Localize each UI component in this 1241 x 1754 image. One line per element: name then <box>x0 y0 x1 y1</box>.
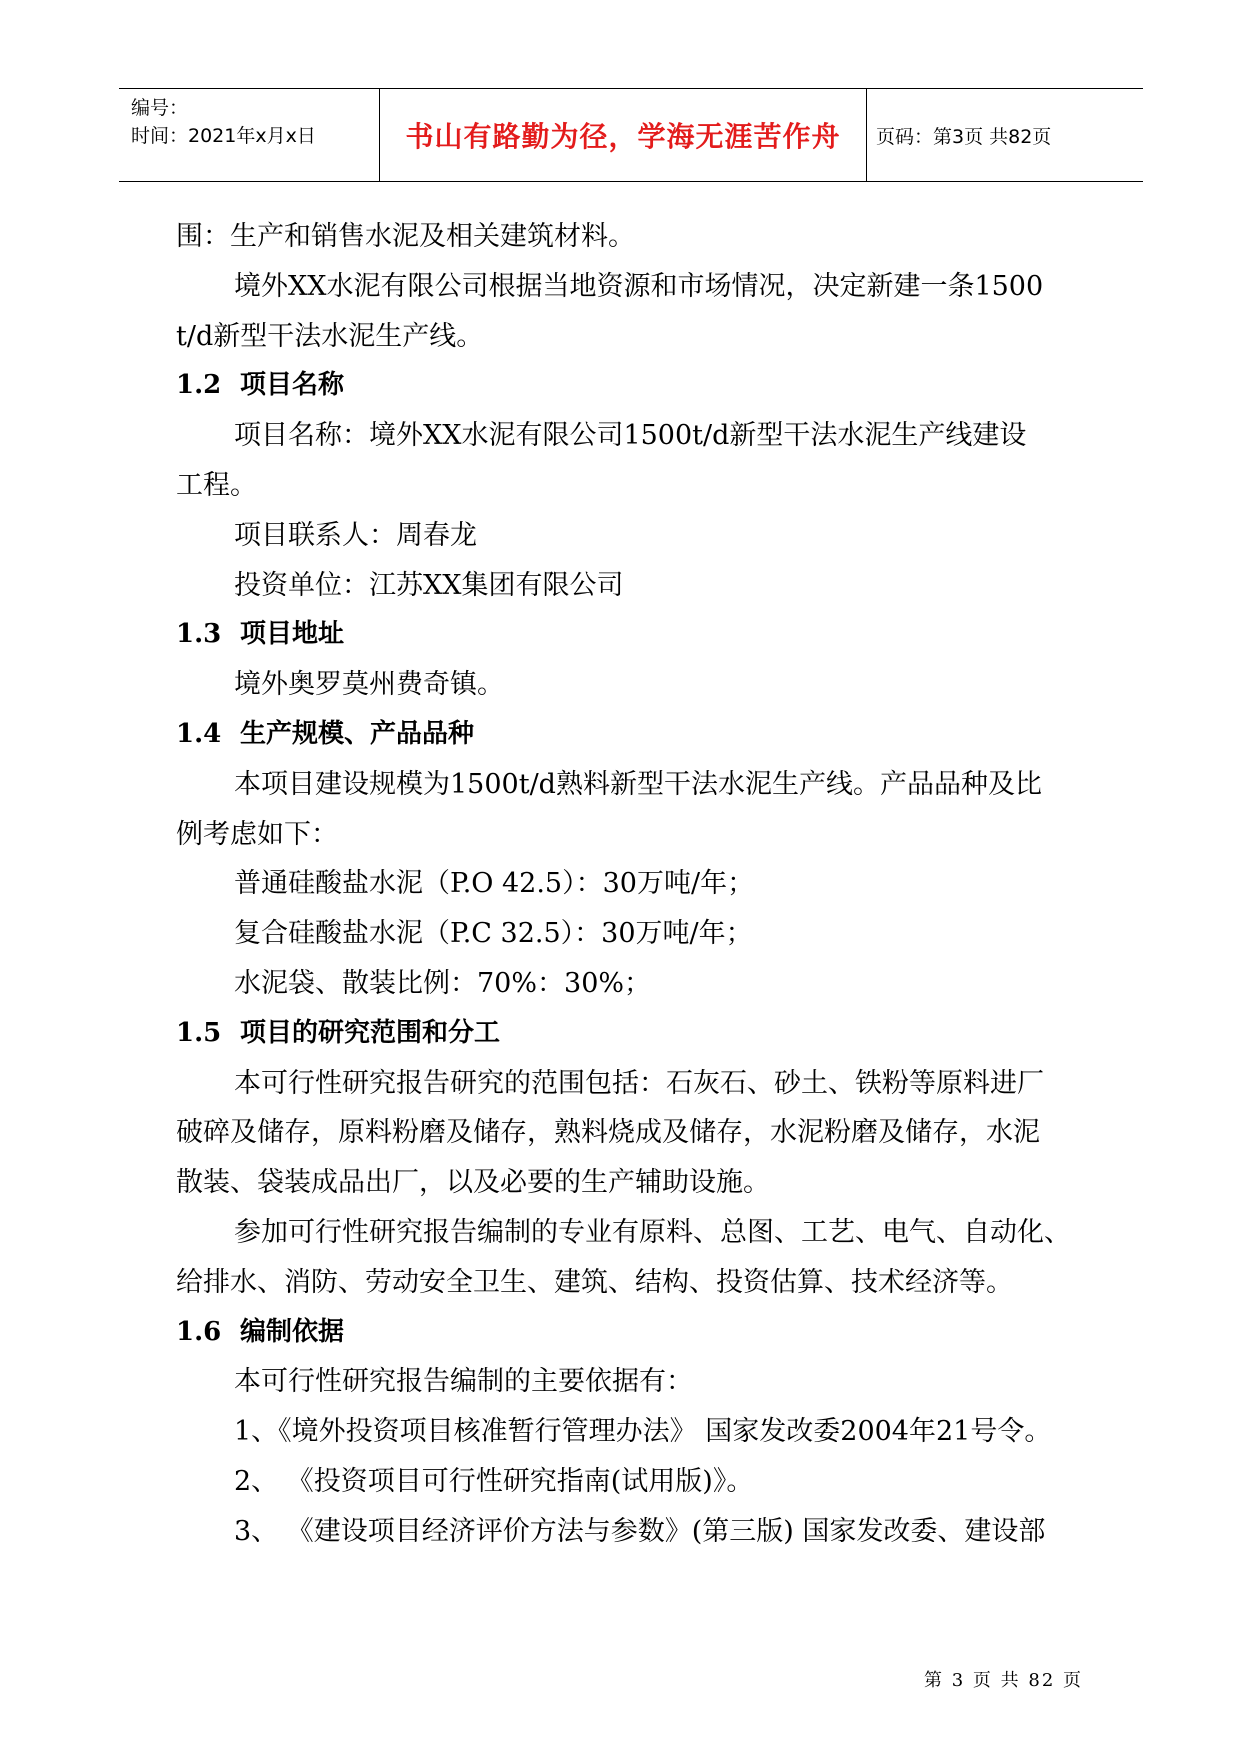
section-title: 生产规模、产品品种 <box>240 718 475 749</box>
page-code: 页码：第3页 共82页 <box>876 125 1052 148</box>
section-number: 1.4 <box>176 718 222 749</box>
motto-text: 书山有路勤为径，学海无涯苦作舟 <box>405 120 841 153</box>
paragraph: 本项目建设规模为1500t/d熟料新型干法水泥生产线。产品品种及比 <box>234 768 1042 800</box>
section-number: 1.2 <box>176 370 222 401</box>
section-heading-1-3 <box>176 610 1088 660</box>
header-page-cell <box>866 89 1153 181</box>
body-line: t/d新型干法水泥生产线。 <box>176 320 484 352</box>
section-number: 1.3 <box>176 619 222 650</box>
section-heading-1-4 <box>176 710 1088 760</box>
document-body <box>176 212 1088 1557</box>
paragraph: 水泥袋、散装比例：70%：30%； <box>234 967 652 999</box>
list-item: 1、《境外投资项目核准暂行管理办法》 国家发改委2004年21号令。 <box>234 1416 1052 1448</box>
paragraph: 参加可行性研究报告编制的专业有原料、总图、工艺、电气、自动化、 <box>234 1216 1071 1248</box>
page-footer: 第 3 页 共 82 页 <box>924 1670 1083 1691</box>
body-line: 境外XX水泥有限公司根据当地资源和市场情况，决定新建一条1500 <box>234 270 1044 302</box>
list-item: 3、 《建设项目经济评价方法与参数》(第三版) 国家发改委、建设部 <box>234 1515 1046 1547</box>
paragraph: 项目名称：境外XX水泥有限公司1500t/d新型干法水泥生产线建设 <box>234 420 1027 452</box>
section-title: 项目名称 <box>240 370 345 401</box>
paragraph: 散装、袋装成品出厂，以及必要的生产辅助设施。 <box>176 1167 770 1199</box>
section-title: 项目地址 <box>240 619 345 650</box>
number-label: 编号： <box>131 97 189 119</box>
list-item: 2、 《投资项目可行性研究指南(试用版)》。 <box>234 1465 754 1497</box>
header-meta-cell <box>119 89 379 181</box>
header-table <box>119 88 1143 182</box>
section-title: 项目的研究范围和分工 <box>240 1017 501 1048</box>
paragraph: 普通硅酸盐水泥（P.O 42.5）：30万吨/年； <box>234 868 755 900</box>
body-line: 围：生产和销售水泥及相关建筑材料。 <box>176 221 635 252</box>
header-motto-cell <box>379 89 867 181</box>
paragraph: 工程。 <box>176 469 257 501</box>
paragraph: 复合硅酸盐水泥（P.C 32.5）：30万吨/年； <box>234 918 753 950</box>
section-number: 1.5 <box>176 1017 222 1048</box>
section-number: 1.6 <box>176 1316 222 1347</box>
time-label: 时间：2021年x月x日 <box>131 125 316 147</box>
paragraph: 本可行性研究报告编制的主要依据有： <box>234 1366 693 1398</box>
paragraph: 例考虑如下： <box>176 818 338 850</box>
section-title: 编制依据 <box>240 1316 345 1347</box>
paragraph: 境外奥罗莫州费奇镇。 <box>234 669 504 701</box>
section-heading-1-2 <box>176 361 1088 411</box>
section-heading-1-6 <box>176 1308 1088 1358</box>
paragraph: 项目联系人：周春龙 <box>234 519 477 551</box>
paragraph: 本可行性研究报告研究的范围包括：石灰石、砂土、铁粉等原料进厂 <box>234 1067 1044 1099</box>
section-heading-1-5 <box>176 1009 1088 1059</box>
paragraph: 给排水、消防、劳动安全卫生、建筑、结构、投资估算、技术经济等。 <box>176 1266 1013 1298</box>
paragraph: 投资单位：江苏XX集团有限公司 <box>234 569 624 601</box>
paragraph: 破碎及储存，原料粉磨及储存，熟料烧成及储存，水泥粉磨及储存，水泥 <box>176 1117 1040 1149</box>
